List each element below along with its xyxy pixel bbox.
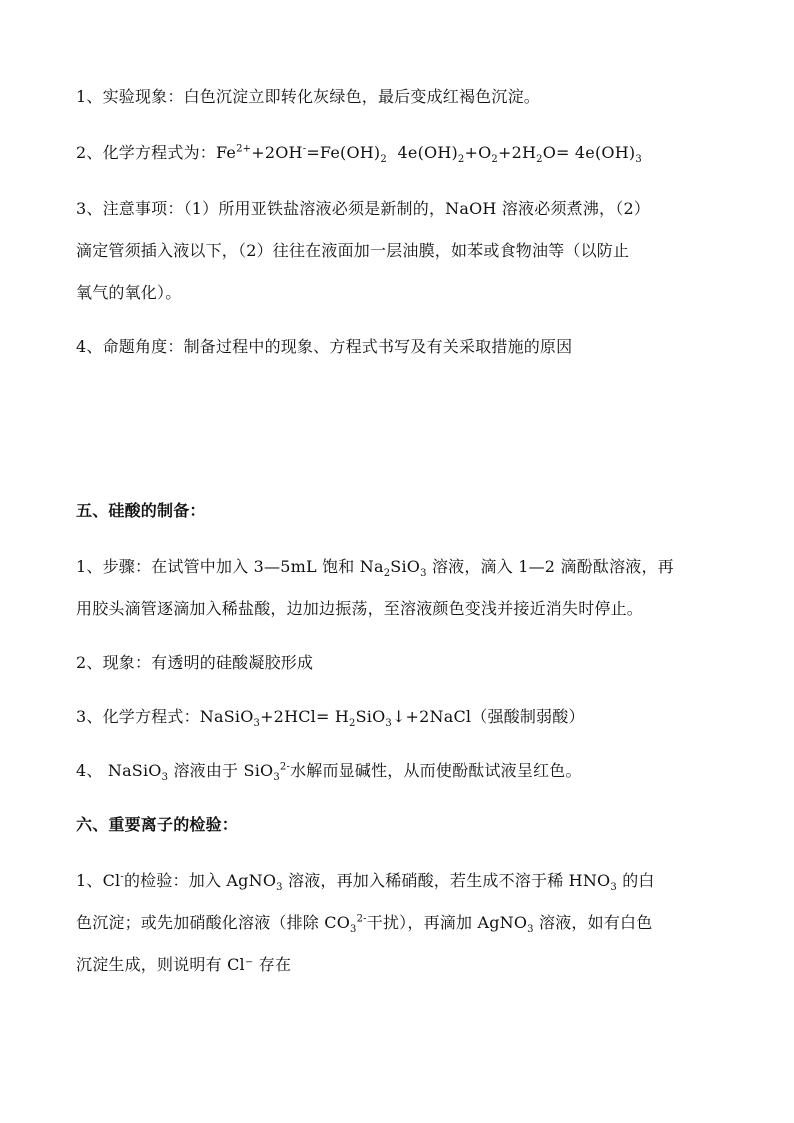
silicic-steps-line-1: 1、步骤：在试管中加入 3—5mL 饱和 $Na_2SiO_3$ 溶液，滴入 1—2 滴酚酞溶液，再: [76, 557, 674, 580]
chloride-test-line-3: 沉淀生成，则说明有 Cl⁻ 存在: [76, 955, 292, 974]
precautions-line-1: 3、注意事项：（1）所用亚铁盐溶液必须是新制的，NaOH 溶液必须煮沸，（2）: [76, 199, 651, 218]
silicic-phenomenon-line: 2、现象：有透明的硅酸凝胶形成: [76, 653, 314, 672]
exam-angle-line: 4、命题角度：制备过程中的现象、方程式书写及有关采取措施的原因: [76, 337, 573, 356]
precautions-line-3: 氧气的氧化）。: [76, 283, 182, 302]
silicic-steps-line-2: 用胶头滴管逐滴加入稀盐酸，边加边振荡，至溶液颜色变浅并接近消失时停止。: [76, 599, 644, 618]
silicic-equation-line: 3、化学方程式：NaSiO$_3$+2HCl= $H_2SiO_3↓+2NaCl$（强酸制弱酸）: [76, 707, 585, 730]
section-six-heading: 六、重要离子的检验：: [76, 815, 239, 834]
chloride-test-line-2: 色沉淀；或先加硝酸化溶液（排除 $CO_3^{2-}$干扰），再滴加 AgNO$_3$ 溶液，如有白色: [76, 913, 653, 936]
silicate-hydrolysis-line: 4、 NaSiO$_3$ 溶液由于 SiO$_3^{2-}$水解而显碱性，从而使酚酞试液呈红色。: [76, 761, 582, 784]
section-five-heading: 五、硅酸的制备：: [76, 501, 206, 520]
experiment-phenomenon-line: 1、实验现象：白色沉淀立即转化灰绿色，最后变成红褐色沉淀。: [76, 87, 540, 106]
chloride-test-line-1: 1、Cl-的检验：加入 AgNO$_3$ 溶液，再加入稀硝酸，若生成不溶于稀 $HNO_3$ 的白: [76, 871, 655, 894]
chemical-equation-line: 2、化学方程式为：$Fe^{2+}+2OH^-=Fe(OH)_2$ $4e(OH)_2+O_2+2H_2O= 4e(OH)_3$: [76, 143, 642, 166]
precautions-line-2: 滴定管须插入液以下，（2）往往在液面加一层油膜，如苯或食物油等（以防止: [76, 241, 630, 260]
